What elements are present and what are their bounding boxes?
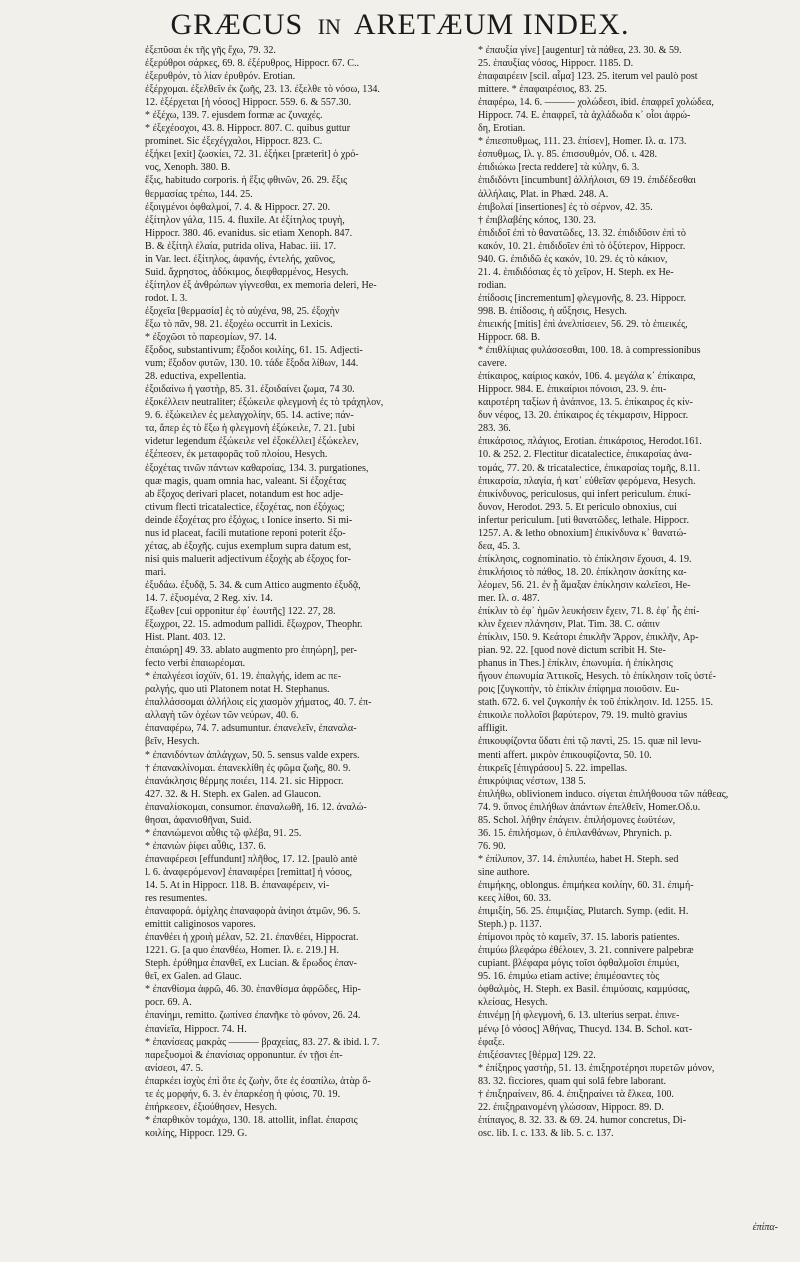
index-line: ἐπίπαγος, 8. 32. 33. & 69. 24. humor concretus, Di-	[478, 1114, 687, 1126]
index-line: * ἐξέχω, 139. 7. ejusdem formæ ac ζυναχές.	[145, 110, 323, 122]
index-line: emittit caliginosos vapores.	[145, 919, 256, 931]
index-line: ἐπιβολαί [insertiones] ἐς τὸ σέρνον, 42. 35.	[478, 201, 653, 213]
index-line: ἐπικίνδυνος, periculosus, qui infert periculum. ἐπικί-	[478, 488, 691, 500]
index-line: * ἐπανθίσμα ἀφρῶ, 46. 30. ἐπανθίσμα ἀφρῶδες, Hip-	[145, 984, 361, 996]
index-line: 95. 16. ἐπιμύω etiam active; ἐπιμέσαντες τὸς	[478, 971, 660, 983]
index-line: ἐπαναλίσκομαι, consumor. ἐπαναλωθῆ, 16. 12. ἀναλώ-	[145, 801, 367, 813]
index-line: ἐπιλήθω, oblivionem induco. σίγεται ἐπιλήθουσα τῶν πάθεας,	[478, 788, 729, 800]
index-line: Hippocr. 984. E. ἐπικαίριοι πόνοισι, 23. 9. ἐπι-	[478, 384, 667, 396]
index-line: 283. 36.	[478, 423, 511, 435]
index-line: ἐπαλλάσσομαι ἀλλήλοις εἰς χιασμὸν χήματος, 40. 7. ἐπ-	[145, 697, 372, 709]
index-line: ἐπικρεῖς [ἐπιγράσου] 5. 22. impellas.	[478, 762, 628, 774]
index-line: δυνον, Herodot. 293. 5. Et periculo obnoxius, cui	[478, 501, 677, 513]
index-line: ἐξέπεσεν, ἐκ μεταφορᾶς τοῦ πλοίου, Hesych.	[145, 449, 328, 461]
index-line: ἐξυδάω. ἐξυδᾷ, 5. 34. & cum Attico augmento ἐξυδᾷ,	[145, 579, 361, 591]
index-line: ἐπικλήσιος τὸ πάθος, 18. 20. ἐπίκλησιν ἀσκίτης κα-	[478, 566, 687, 578]
index-line: * ἐπανιὼν ῥίφει αὖθις, 137. 6.	[145, 840, 266, 852]
index-line: fecto verbi ἐπαιωρέομαι.	[145, 658, 246, 670]
index-line: mari.	[145, 566, 167, 578]
index-line: Steph. ἐρύθημα ἐπανθεῖ, ex Lucian. & ἔρωδος ἐπαν-	[145, 958, 357, 970]
index-line: 1257. A. & letho obnoxium] ἐπικίνδυνα κ᾽ θανατώ-	[478, 527, 687, 539]
index-line: ἤγουν ἐπωνυμία Ἀττικοῖς, Hesych. τὸ ἐπίκλησιν τοῖς ὑστέ-	[478, 671, 716, 683]
index-line: * ἐπίξηρος γαστὴρ, 51. 13. ἐπιξηροτέρησι πυρετῶν μόνον,	[478, 1062, 715, 1074]
index-line: * ἐπανίσεας μακρὰς ——— βραχείας, 83. 27. & ibid. l. 7.	[145, 1036, 380, 1048]
index-line: ἐπιμήκης, oblongus. ἐπιμήκεα κοιλίην, 60. 31. ἐπιμή-	[478, 880, 694, 891]
index-line: ἀλλήλαις, Plat. in Phæd. 248. A.	[478, 188, 609, 200]
index-line: ἐπίκλιν, 150. 9. Κεάτορι ἐπικλῆν Ἄρρον, ἐπικλῆν, Ap-	[478, 632, 699, 644]
index-line: * ἐπιθλίψιας φυλάσσεσθαι, 100. 18. à compressionibus	[478, 345, 701, 357]
index-line: 85. Schol. λήθην ἐπάγειν. ἐπιλήσμονες ἑωϋτέων,	[478, 814, 676, 826]
index-line: κακόν, 10. 21. ἐπιδιδοῖεν ἐπὶ τὸ ὀξύτερον, Hippocr.	[478, 240, 686, 252]
running-head-word: GRÆCUS	[170, 8, 304, 41]
index-line: deinde ἐξοχέτας pro ἐξόχως, ι Ionice inserto. Si mi-	[145, 514, 353, 526]
index-line: ἐπίκαιρος, καίριος κακόν, 106. 4. μεγάλα κ᾽ ἐπίκαιρα,	[478, 371, 696, 383]
index-line: ἐξοχεῖα [θερμασία] ἐς τὸ αὐχένα, 98, 25. ἐξοχὴν	[145, 305, 340, 317]
index-line: ἐπίκλιν τὸ ἐφ᾽ ἡμῶν λευκήσειν ἔχειν, 71. 8. ἐφ᾽ ἧς ἐπί-	[478, 606, 700, 618]
index-line: pian. 92. 22. [quod novè dictum scribit H. Ste-	[478, 645, 666, 657]
index-line: menti affert. μικρὸν ἐπικουφίζοντα, 50. 10.	[478, 749, 652, 761]
right-column	[478, 44, 800, 1140]
index-line: videtur legendum ἐξώκειλε vel ἐξοκέλλει] ἐξώκελεν,	[145, 436, 359, 448]
index-line: Hippocr. 380. 46. evanidus. sic etiam Xenoph. 847.	[145, 227, 353, 239]
index-line: mittere. * ἐπαφαιρέσιος, 83. 25.	[478, 84, 607, 96]
index-line: * ἐπαρθικὸν τομάχω, 130. 18. attollit, inflat. ἐπαρσις	[145, 1114, 358, 1126]
index-line: cupiant. βλέφαρα μόγις τοῖσι ὀφθαλμοῖσι ἐπιμύει,	[478, 958, 680, 970]
index-line: ctivum flecti tricatalectice, ἐξοχέτας, non ἐξόχως;	[145, 501, 345, 513]
index-line: Hippocr. 68. B.	[478, 332, 540, 344]
index-line: 25. ἐπαυξίας νόσος, Hippocr. 1185. D.	[478, 58, 634, 70]
index-line: ἐξοχέτας τινῶν πάντων καθαρσίας, 134. 3. purgationes,	[145, 462, 369, 474]
index-line: 940. G. ἐπιδιδῶ ἐς κακόν, 10. 29. ἐς τὸ κάκιον,	[478, 253, 668, 265]
index-line: sine authore.	[478, 866, 530, 878]
index-line: * ἐπιεσπυθμως, 111. 23. ἐπίσεν], Homer. Ιλ. α. 173.	[478, 136, 687, 148]
index-line: * ἐπανιώμενοι αὖθις τῷ φλέβα, 91. 25.	[145, 827, 302, 839]
index-line: κεες λίθοι, 60. 33.	[478, 893, 552, 905]
index-line: 28. eductiva, expellentia.	[145, 371, 247, 383]
index-line: ἐξοιγμένοι ὀφθαλμοί, 7. 4. & Hippocr. 27. 20.	[145, 201, 331, 213]
index-line: ἐπίμονοι πρὸς τὸ καμεῖν, 37. 15. laboris patientes.	[478, 932, 680, 944]
index-line: vum; ἔξοδον φυτῶν, 130. 10. τάδε ἔξοδα λίθων, 144.	[145, 358, 359, 370]
index-line: ἐπιμύω βλεφάρω ἐθέλοιεν, 3. 21. connivere palpebræ	[478, 945, 694, 957]
index-line: ἐξήκει [exit] ζωσκίει, 72. 31. ἐξήκει [præterit] ὁ χρό-	[145, 149, 359, 161]
index-line: ἔξωχροι, 22. 15. admodum pallidi. ἔξωχρον, Theophr.	[145, 619, 363, 631]
index-line: θερμασίας τρέπω, 144. 25.	[145, 188, 253, 200]
index-line: * ἐπαλγέεσι ἰσχύϊν, 61. 19. ἐπαλγής, idem ac πε-	[145, 671, 342, 683]
index-line: ἐπανθέει ἡ χροιὴ μέλαν, 52. 21. ἐπανθέει, Hippocrat.	[145, 932, 359, 944]
index-line: 22. ἐπιξηραινομένη γλώσσαν, Hippocr. 89. D.	[478, 1101, 664, 1113]
index-line: ἐπανίημι, remitto. ζωπίνεσ ἐπανῆκε τὸ φόνον, 26. 24.	[145, 1010, 361, 1022]
index-line: ἐπικρύψιας νέστων, 138 5.	[478, 775, 586, 787]
index-line: ἐπιδιώκω [recta reddere] τὰ κύλην, 6. 3.	[478, 162, 640, 174]
index-line: 21. 4. ἐπιδιδόσιας ἐς τὸ χεῖρον, H. Steph. ex He-	[478, 266, 674, 278]
index-line: ἐπιξέσαντες [θέρμα] 129. 22.	[478, 1049, 596, 1061]
index-line: ἐπιδιδοῖ ἐπὶ τὸ θανατῶδες, 13. 32. ἐπιδιδῦσιν ἐπὶ τὸ	[478, 227, 686, 239]
index-line: ἐπαφέρω, 14. 6. ——— χολώδεσι, ibid. ἐπαφρεῖ χολώδεα,	[478, 97, 714, 109]
index-line: ροις [ζυγκοπὴν, τὸ ἐπίκλιν ἐπίφημα ποιοῦσιν. Eu-	[478, 684, 680, 696]
index-line: Steph.) p. 1137.	[478, 919, 542, 931]
index-line: * ἐξεχέοσχοι, 43. 8. Hippocr. 807. C. quibus guttur	[145, 123, 351, 135]
index-line: osc. lib. I. c. 133. & lib. 5. c. 137.	[478, 1127, 614, 1139]
index-line: τα, ἅπερ ἐς τὸ ἔξω ἡ φλεγμονὴ ἐξώκειλε, 7. 21. [ubi	[145, 423, 356, 435]
index-line: ἐξερύθροι σάρκες, 69. 8. ἐξέρυθρος, Hippocr. 67. C..	[145, 58, 359, 70]
index-line: 36. 15. ἐπιλήσμων, ὁ ἐπιλανθάνων, Phrynich. p.	[478, 827, 672, 839]
index-line: δη, Erotian.	[478, 123, 526, 135]
index-line: 12. ἐξέρχεται [ἡ νόσος] Hippocr. 559. 6. & 557.30.	[145, 97, 352, 109]
index-line: quæ magis, quam omnia hac, valeant. Si ἐξοχέτας	[145, 475, 346, 487]
index-line: ἐξοκέλλειν neutraliter; ἐξώκειλε φλεγμονὴ ἐς τὸ τράχηλον,	[145, 397, 384, 409]
index-line: ἕξις, habitudo corporis. ἡ ἕξις φθινῶν, 26. 29. ἕξις	[145, 175, 348, 187]
index-line: ἐξοιδαίνω ἡ γαστὴρ, 85. 31. ἐξοιδαίνει ζωμα, 74 30.	[145, 384, 355, 396]
index-line: rodot. I. 3.	[145, 292, 188, 304]
index-line: ἐξίτηλον ἐξ ἀνθρώπων γίγνεσθαι, ex memoria deleri, He-	[145, 279, 377, 291]
index-line: κλιν ἔχειεν πλάνησιν, Plat. Tim. 38. C. σάπιν	[478, 619, 660, 631]
index-line: * ἐπίλυπον, 37. 14. ἐπιλυπέω, habet H. Steph. sed	[478, 853, 679, 865]
index-line: αλλαγὴ τῶν ὀχέων τῶν νεύρων, 40. 6.	[145, 710, 299, 722]
index-line: 76. 90.	[478, 840, 506, 852]
index-line: κλείσας, Hesych.	[478, 997, 548, 1009]
index-line: ἐπαναφορά. ὁμίχλης ἐπαναφορὰ ἀνίησι ἀτμῶν, 96. 5.	[145, 906, 361, 918]
index-line: 1221. G. [a quo ἐπανθέω, Homer. Ιλ. ε. 219.] H.	[145, 945, 340, 957]
index-line: ἐπινέμῃ [ἡ φλεγμονὴ, 6. 13. ulterius serpat. ἐπινε-	[478, 1010, 680, 1022]
left-column	[145, 44, 487, 1140]
index-line: ἐπιεικής [mitis] ἐπὶ ἀνελπίσειεν, 56. 29. τὸ ἐπιεικές,	[478, 318, 688, 330]
index-line: ἐπίδοσις [incrementum] φλεγμονῆς, 8. 23. Hippocr.	[478, 292, 687, 304]
index-line: * ἐπαυξία γίνε] [augentur] τὰ πάθεα, 23. 30. & 59.	[478, 45, 682, 56]
index-line: μένῳ [ὁ νόσος] Ἀθήνας, Thucyd. 134. B. Schol. κατ-	[478, 1023, 693, 1035]
catchword: ἐπίπα-	[752, 1222, 778, 1233]
index-line: ἐπαναφέρεσι [effundunt] πλῆθος, 17. 12. [paulò antè	[145, 853, 358, 865]
index-line: 998. B. ἐπίδοσις, ἡ αὔξησις, Hesych.	[478, 305, 627, 317]
index-line: καιροτέρη ταξίων ἡ ἀνάπνοε, 13. 5. ἐπίκαιρος ἐς κίν-	[478, 397, 693, 409]
index-line: ἐξερυθρόν, τὸ λίαν ἐρυθρόν. Erotian.	[145, 71, 296, 83]
index-line: 14. 7. ἐξυσμένα, 2 Reg. xiv. 14.	[145, 592, 273, 604]
running-head-word: ARETÆUM	[353, 8, 515, 41]
index-line: ἐξίτηλον γάλα, 115. 4. fluxile. At ἐξίτηλος τρυγὴ,	[145, 214, 345, 226]
index-line: ἐπαφαιρέειν [scil. αἷμα] 123. 25. iterum vel paulò post	[478, 71, 698, 83]
index-line: ὀφθαλμὸς, H. Steph. ex Basil. ἐπιμύσαις, καμμύσας,	[478, 984, 690, 996]
index-line: mer. Ιλ. σ. 487.	[478, 592, 540, 604]
index-line: nus id placeat, facili mutatione reponi poterit ἐξο-	[145, 527, 346, 539]
index-line: θησαι, ἀφανισθῆναι, Suid.	[145, 814, 252, 826]
index-line: 83. 32. ficciores, quam qui solâ febre laborant.	[478, 1075, 667, 1087]
index-line: ἐξέρχομαι. ἐξελθεῖν ἐκ ζωῆς, 23. 13. ἐξελθε τὸ νόσω, 134.	[145, 84, 380, 96]
index-line: ραλγής, quo uti Platonem notat H. Stephanus.	[145, 684, 330, 696]
index-line: res resumentes.	[145, 893, 208, 905]
index-line: θεῖ, ex Galen. ad Glauc.	[145, 971, 242, 983]
running-head	[0, 8, 800, 42]
index-line: δυν νέφος, 13. 20. ἐπίκαιρος ἐς τέκμαρσιν, Hippocr.	[478, 410, 689, 422]
index-line: ab ἔξοχος derivari placet, notandum est hoc adje-	[145, 488, 344, 500]
index-line: ἐπήρκεσεν, ἐξιούθησεν, Hesych.	[145, 1101, 277, 1113]
index-line: λέομεν, 56. 21. ἐν ᾗ ἅμαξαν ἐπίκλησιν καλεῖεσι, He-	[478, 579, 691, 591]
index-line: 14. 5. At in Hippocr. 118. B. ἐπαναφέρειν, vi-	[145, 880, 330, 891]
index-line: δεα, 45. 3.	[478, 540, 521, 552]
index-line: † ἐπιξηραίνειν, 86. 4. ἐπιξηραίνει τὰ ἕλκεα, 100.	[478, 1088, 674, 1100]
index-line: νος, Xenoph. 380. B.	[145, 162, 231, 174]
index-line: 427. 32. & H. Steph. ex Galen. ad Glaucon.	[145, 788, 322, 800]
index-line: ἐπαιώρη] 49. 33. ablato augmento pro ἐπηώρη], per-	[145, 645, 357, 657]
index-line: in Var. lect. ἐξίτηλος, ἀφανής, ἐντελής, χαῦνος,	[145, 253, 336, 265]
index-line: infertur periculum. [uti θανατῶδες, lethale. Hippocr.	[478, 514, 690, 526]
index-line: ἔξοδος, substantivum; ἔξοδοι κοιλίης, 61. 15. Adjecti-	[145, 345, 363, 357]
running-head-word: IN	[317, 14, 341, 39]
index-line: ἐπανάκλησις θέρμης ποιέει, 114. 21. sic Hippocr.	[145, 775, 344, 787]
index-line: rodian.	[478, 279, 507, 291]
index-line: ἐπιδιδόντι [incumbunt] ἀλλήλοισι, 69 19. ἐπιδέδεσθαι	[478, 175, 696, 187]
index-line: 10. & 252. 2. Flectitur dicatalectice, ἐπικαρσίας ἀνα-	[478, 449, 692, 461]
index-line: ἐπανίεῖα, Hippocr. 74. H.	[145, 1023, 247, 1035]
index-line: χέτας, ab ἐξοχῆς. cujus exemplum supra datum est,	[145, 540, 352, 552]
index-line: ἔξωθεν [cui opponitur ἐφ᾽ ἑωυτῆς] 122. 27, 28.	[145, 606, 336, 618]
index-line: βεῖν, Hesych.	[145, 736, 200, 748]
index-line: † ἐπιβλαβέης κόπος, 130. 23.	[478, 214, 597, 226]
index-line: κοιλίης, Hippocr. 129. G.	[145, 1127, 248, 1139]
index-line: τε ἐς μορφήν, 6. 3. ἐν ἐπαρκέσῃ ἡ φύσις, 70. 19.	[145, 1088, 341, 1100]
index-line: 9. 6. ἐξώκειλεν ἐς μελαγχολίην, 65. 14. active; πάν-	[145, 410, 354, 422]
running-head-word: INDEX.	[522, 8, 630, 41]
index-line: ἐπικουφίζοντα ὕδατι ἐπὶ τῷ παντὶ, 25. 15. quæ nil levu-	[478, 736, 702, 748]
index-line: † ἐπανακλίνομαι. ἐπανεκλίθη ἐς φῶμα ζωῆς, 80. 9.	[145, 762, 351, 774]
index-line: ἐπίκλησις, cognominatio. τὸ ἐπίκλησιν ἔχουσι, 4. 19.	[478, 553, 692, 565]
index-line: τομάς, 77. 20. & tricatalectice, ἐπικαρσίας τομῆς, 8.11.	[478, 462, 701, 474]
index-line: Hist. Plant. 403. 12.	[145, 632, 226, 644]
index-line: ἐπικάρσιος, πλάγιος, Erotian. ἐπικάρσιος, Herodot.161.	[478, 436, 702, 448]
index-line: stath. 672. 6. vel ζυγκοπὴν ἐκ τοῦ ἐπίκλησιν. Id. 1255. 15.	[478, 697, 714, 709]
index-line: ἐπικαρσία, πλαγία, ἡ κατ᾽ εὐθεῖαν φερόμενα, Hesych.	[478, 475, 696, 487]
index-line: ἐπαναφέρω, 74. 7. adsumuntur. ἐπανελεῖν, ἐπαναλα-	[145, 723, 357, 735]
index-line: l. 6. ἀναφερόμενον] ἐπαναφέρει [remittat] ἡ νόσος,	[145, 866, 353, 878]
index-line: affligit.	[478, 723, 508, 735]
index-line: Suid. ἄχρηστος, ἀδόκιμος, διεφθαρμένος, Hesych.	[145, 266, 349, 278]
index-line: ἐπικοιλε πολλοῖσι βαρύτερον, 79. 19. multò gravius	[478, 710, 688, 722]
index-line: * ἐξοχῶσι τὸ παρεσμίων, 97. 14.	[145, 332, 277, 344]
index-line: B. & ἐξίτηλ ἐλαία, putrida oliva, Habac. iii. 17.	[145, 240, 337, 252]
index-line: ἐπιμιξίη, 56. 25. ἐπιμιξίας, Plutarch. Symp. (edit. H.	[478, 906, 689, 918]
index-line: Hippocr. 74. E. ἐπαφρεῖ, τὰ ἀχλάδωδα κ᾽ οἷοι ἀφρώ-	[478, 110, 691, 122]
index-line: nisi quis maluerit adjectivum ἐξοχὴς ab ἐξοχος for-	[145, 553, 351, 565]
index-line: ἐπαρκέει ἰσχὺς ἐπὶ ὅτε ἐς ζωὴν, ὅτε ἐς ἐσαπίλω, ἀτὰρ ὅ-	[145, 1075, 371, 1087]
index-line: pocr. 69. A.	[145, 997, 192, 1009]
index-line: 74. 9. ὕπνος ἐπιλήθων ἁπάντων ἐπελθεῖν, Homer.Οδ.υ.	[478, 801, 701, 813]
index-line: ανίσεσι, 47. 5.	[145, 1062, 204, 1074]
index-line: cavere.	[478, 358, 507, 370]
index-line: prominet. Sic ἐξεχέγχαλοι, Hippocr. 823. C.	[145, 136, 323, 148]
index-line: παρεξυσμοὶ & ἐπανίσιας opponuntur. ἐν τῇσι ἐπ-	[145, 1049, 343, 1061]
index-line: ἐσπυθμως, Ιλ. γ. 85. ἐπισσυθμόν, Οδ. ι. 428.	[478, 149, 658, 161]
index-line: phanus in Thes.] ἐπίκλιν, ἐπωνυμία. ἡ ἐπίκλησις	[478, 658, 673, 670]
index-line: ἐξεπῦσαι ἐκ τῆς γῆς ἔχω, 79. 32.	[145, 45, 276, 56]
index-line: έφαξε.	[478, 1036, 505, 1048]
index-line: * ἐπανιδόντων ἀπλάγχων, 50. 5. sensus valde expers.	[145, 749, 360, 761]
index-line: ἔξω τὸ πᾶν, 98. 21. ἐξοχέω occurrit in Lexicis.	[145, 318, 333, 330]
